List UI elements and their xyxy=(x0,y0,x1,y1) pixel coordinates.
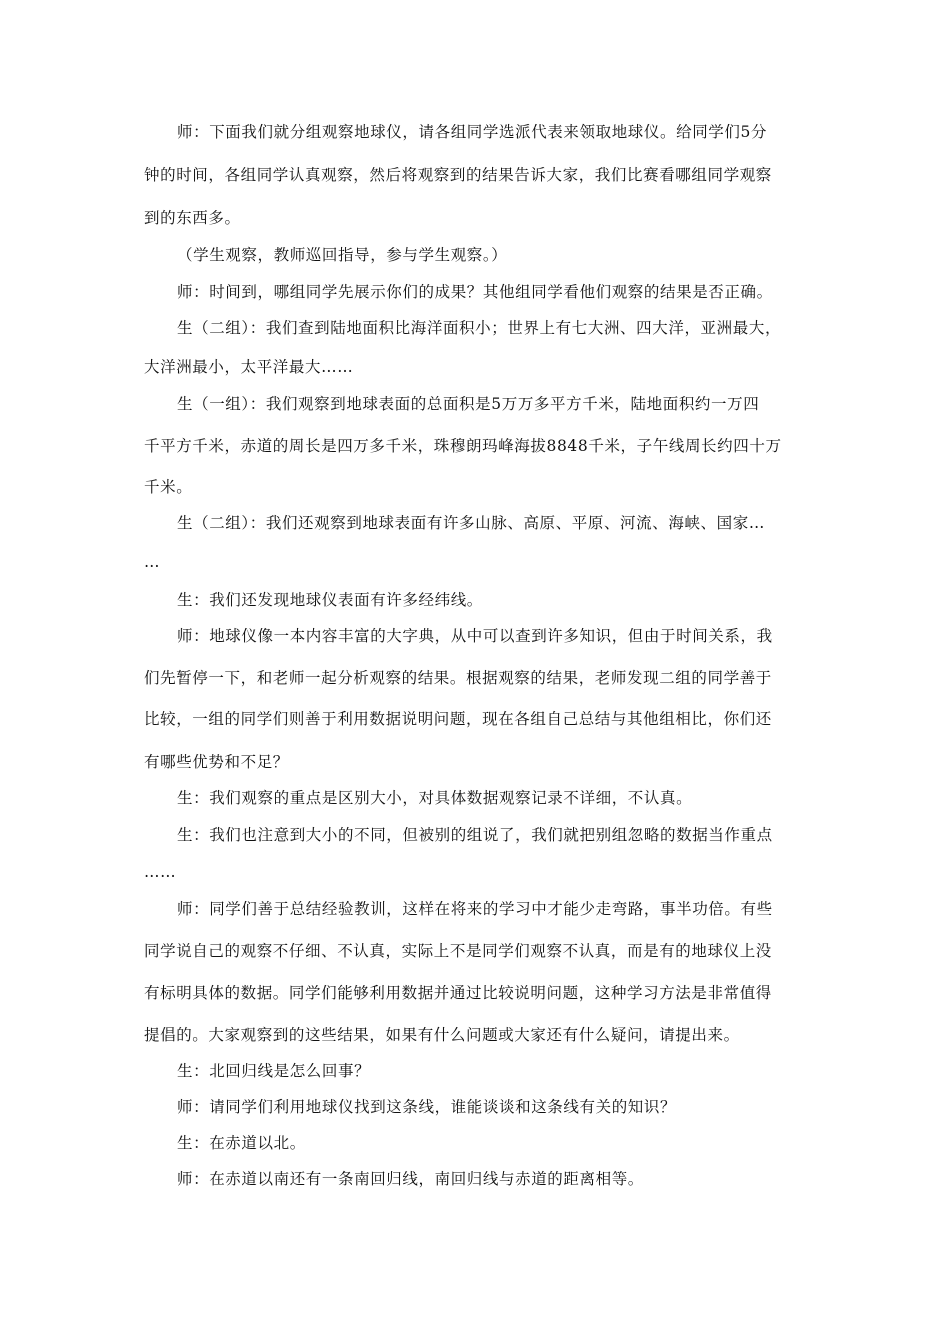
text-line: 生（二组）：我们查到陆地面积比海洋面积小；世界上有七大洲、四大洋，亚洲最大， xyxy=(177,319,782,337)
text-line: 生：在赤道以北。 xyxy=(177,1134,306,1152)
text-line: … xyxy=(144,553,161,571)
text-line: 生：我们观察的重点是区别大小，对具体数据观察记录不详细，不认真。 xyxy=(177,789,693,807)
text-line: 师：同学们善于总结经验教训，这样在将来的学习中才能少走弯路，事半功倍。有些 xyxy=(177,900,773,918)
text-line: …… xyxy=(144,863,177,881)
text-line: 钟的时间，各组同学认真观察，然后将观察到的结果告诉大家，我们比赛看哪组同学观察 xyxy=(144,166,772,184)
text-line: 生：我们也注意到大小的不同，但被别的组说了，我们就把别组忽略的数据当作重点 xyxy=(177,826,773,844)
text-line: 千平方千米，赤道的周长是四万多千米，珠穆朗玛峰海拔8848千米，子午线周长约四十万 xyxy=(144,437,782,455)
text-line: 师：请同学们利用地球仪找到这条线，谁能谈谈和这条线有关的知识？ xyxy=(177,1098,677,1116)
text-line: 师：在赤道以南还有一条南回归线，南回归线与赤道的距离相等。 xyxy=(177,1170,644,1188)
text-line: 到的东西多。 xyxy=(144,209,241,227)
text-line: 同学说自己的观察不仔细、不认真，实际上不是同学们观察不认真，而是有的地球仪上没 xyxy=(144,942,772,960)
text-line: 们先暂停一下，和老师一起分析观察的结果。根据观察的结果，老师发现二组的同学善于 xyxy=(144,669,772,687)
text-line: （学生观察，教师巡回指导，参与学生观察。） xyxy=(177,246,508,264)
text-line: 大洋洲最小，太平洋最大…… xyxy=(144,358,354,376)
text-line: 有标明具体的数据。同学们能够利用数据并通过比较说明问题，这种学习方法是非常值得 xyxy=(144,984,772,1002)
text-line: 生（二组）：我们还观察到地球表面有许多山脉、高原、平原、河流、海峡、国家… xyxy=(177,514,765,532)
text-line: 生：北回归线是怎么回事？ xyxy=(177,1062,371,1080)
text-line: 生（一组）：我们观察到地球表面的总面积是5万万多平方千米，陆地面积约一万四 xyxy=(177,395,760,413)
text-line: 生：我们还发现地球仪表面有许多经纬线。 xyxy=(177,591,483,609)
text-line: 师：下面我们就分组观察地球仪，请各组同学选派代表来领取地球仪。给同学们5分 xyxy=(177,123,768,141)
text-line: 千米。 xyxy=(144,478,193,496)
text-line: 提倡的。大家观察到的这些结果，如果有什么问题或大家还有什么疑问，请提出来。 xyxy=(144,1026,740,1044)
text-line: 比较，一组的同学们则善于利用数据说明问题，现在各组自己总结与其他组相比，你们还 xyxy=(144,710,772,728)
text-line: 有哪些优势和不足？ xyxy=(144,753,289,771)
text-line: 师：地球仪像一本内容丰富的大字典，从中可以查到许多知识，但由于时间关系，我 xyxy=(177,627,773,645)
text-line: 师：时间到，哪组同学先展示你们的成果？其他组同学看他们观察的结果是否正确。 xyxy=(177,283,773,301)
